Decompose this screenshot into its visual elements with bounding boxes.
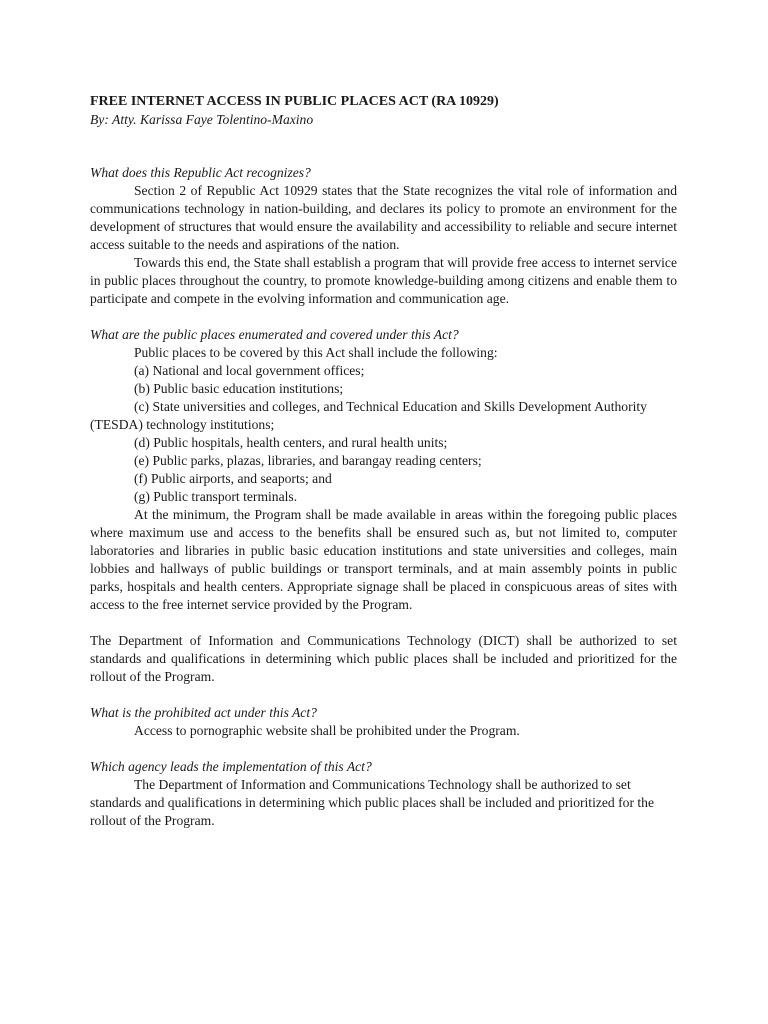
question-heading-4: Which agency leads the implementation of this Act? <box>90 759 372 774</box>
spacer <box>90 740 677 758</box>
question-heading-3: What is the prohibited act under this Act? <box>90 705 317 720</box>
paragraph-program: Towards this end, the State shall establish a program that will provide free access to internet service in public places throughout the country, to promote knowledge-building among citizens and enable them to participate and compete in the evolving information and communication age. <box>90 255 677 306</box>
paragraph-minimum: At the minimum, the Program shall be made available in areas within the foregoing public places where maximum use and access to the benefits shall be ensured such as, but not limited to, computer laboratories and libraries in public basic education institutions and state universities and colleges, main lobbies and hallways of public buildings or transport terminals, and at main assembly points in public parks, hospitals and health centers. Appropriate signage shall be placed in conspicuous areas of sites with access to the free internet service provided by the Program. <box>90 507 677 612</box>
list-intro: Public places to be covered by this Act shall include the following: <box>134 345 498 360</box>
spacer <box>90 308 677 326</box>
paragraph-agency: The Department of Information and Communications Technology shall be authorized to set standards and qualifications in determining which public places shall be included and prioritized for the rollout of the Program. <box>90 777 654 828</box>
paragraph-dict: The Department of Information and Communications Technology (DICT) shall be authorized to set standards and qualifications in determining which public places shall be included and prioritized for the rollout of the Program. <box>90 633 677 684</box>
paragraph-section-2: Section 2 of Republic Act 10929 states that the State recognizes the vital role of information and communications technology in nation-building, and declares its policy to promote an environment for the development of structures that would ensure the availability and accessibility to reliable and secure internet access suitable to the needs and aspirations of the nation. <box>90 183 677 252</box>
list-item: (f) Public airports, and seaports; and <box>134 471 332 486</box>
spacer <box>90 129 677 164</box>
list-item: (d) Public hospitals, health centers, and rural health units; <box>134 435 448 450</box>
paragraph-prohibited: Access to pornographic website shall be prohibited under the Program. <box>134 723 520 738</box>
question-heading-1: What does this Republic Act recognizes? <box>90 165 311 180</box>
list-item: (c) State universities and colleges, and Technical Education and Skills Development Authority (TESDA) technology institutions; <box>90 399 647 432</box>
question-heading-2: What are the public places enumerated and covered under this Act? <box>90 327 459 342</box>
list-item: (e) Public parks, plazas, libraries, and barangay reading centers; <box>134 453 482 468</box>
spacer <box>90 686 677 704</box>
list-item: (g) Public transport terminals. <box>134 489 298 504</box>
spacer <box>90 614 677 632</box>
author-byline: By: Atty. Karissa Faye Tolentino-Maxino <box>90 112 314 127</box>
list-item: (b) Public basic education institutions; <box>134 381 344 396</box>
document-title: FREE INTERNET ACCESS IN PUBLIC PLACES ACT (RA 10929) <box>90 94 499 109</box>
list-item: (a) National and local government offices; <box>134 363 365 378</box>
